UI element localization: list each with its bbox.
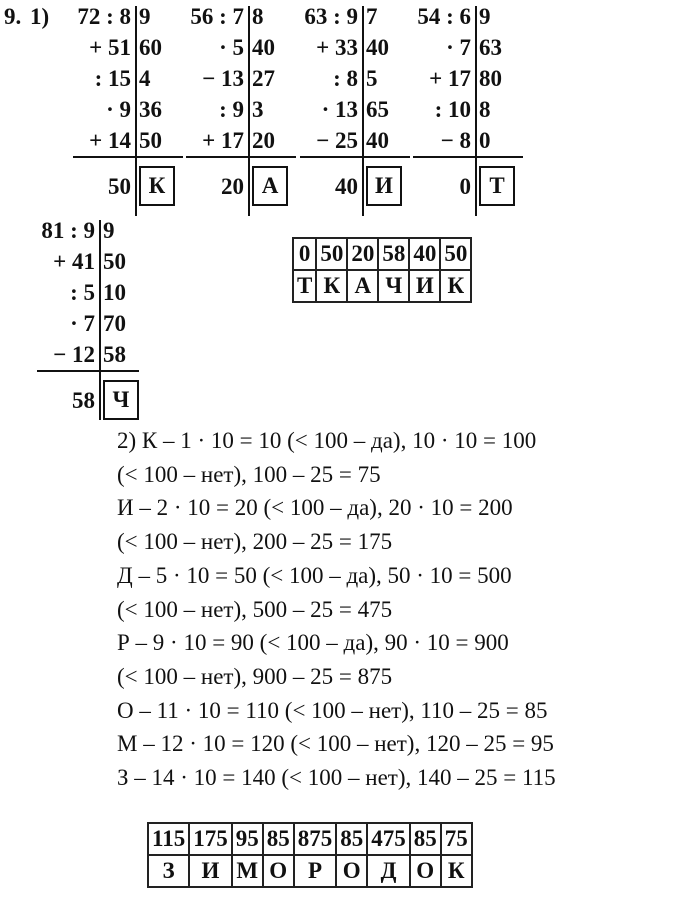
- chain-operation: 54 : 6: [417, 4, 471, 29]
- table-cell: А: [347, 270, 378, 302]
- table-cell: 75: [441, 823, 472, 855]
- chain-result: 58: [72, 388, 95, 413]
- chain-operation: · 5: [219, 35, 244, 60]
- table-cell: 85: [410, 823, 441, 855]
- chain-operation: : 5: [70, 280, 95, 305]
- chain-value: 8: [479, 97, 491, 122]
- table-cell: Р: [294, 855, 337, 887]
- chain-divider: [99, 220, 101, 420]
- chain-underline: [37, 370, 139, 372]
- table-row-letters: [293, 270, 471, 302]
- table-cell: 0: [293, 238, 316, 270]
- table-cell: Д: [367, 855, 410, 887]
- chain-letter-box: А: [252, 166, 288, 206]
- chain-divider: [248, 6, 250, 216]
- table-row-numbers: [293, 238, 471, 270]
- chain-result: 0: [459, 174, 471, 199]
- chain-value: 65: [366, 97, 389, 122]
- table-cell: 58: [378, 238, 409, 270]
- solution-line: 2) К – 1 · 10 = 10 (< 100 – да), 10 · 10 = 100: [117, 428, 537, 453]
- table-cell: 115: [148, 823, 189, 855]
- solution-line: Д – 5 · 10 = 50 (< 100 – да), 50 · 10 = 500: [117, 562, 512, 588]
- table-cell: И: [409, 270, 440, 302]
- chain-value: 40: [366, 128, 389, 153]
- table-cell: О: [410, 855, 441, 887]
- chain-value: 40: [366, 35, 389, 60]
- chain-underline: [186, 156, 296, 158]
- table-cell: 475: [367, 823, 410, 855]
- table-cell: 50: [316, 238, 347, 270]
- chain-letter-box: И: [366, 166, 402, 206]
- chain-letter-box: К: [139, 166, 175, 206]
- chain-value: 63: [479, 35, 502, 60]
- chain-result: 50: [108, 174, 131, 199]
- table-cell: О: [336, 855, 367, 887]
- chain-operation: + 17: [429, 66, 471, 91]
- table-cell: 85: [336, 823, 367, 855]
- chain-result: 40: [335, 174, 358, 199]
- table-cell: 875: [294, 823, 337, 855]
- table-cell: Ч: [378, 270, 409, 302]
- chain-value: 80: [479, 66, 502, 91]
- solution-line: З – 14 · 10 = 140 (< 100 – нет), 140 – 25 = 115: [117, 765, 556, 790]
- answer-table-1: [292, 237, 472, 303]
- chain-underline: [413, 156, 523, 158]
- table-cell: 20: [347, 238, 378, 270]
- chain-divider: [135, 6, 137, 216]
- chain-underline: [73, 156, 183, 158]
- chain-operation: − 8: [440, 128, 471, 153]
- chain-letter-box: Ч: [103, 380, 139, 420]
- chain-value: 8: [252, 4, 264, 29]
- chain-value: 9: [103, 218, 115, 243]
- chain-divider: [475, 6, 477, 216]
- table-row-letters: [148, 855, 472, 887]
- solution-line: М – 12 · 10 = 120 (< 100 – нет), 120 – 25 = 95: [117, 731, 554, 757]
- chain-value: 4: [139, 66, 151, 91]
- chain-operation: : 9: [219, 97, 244, 122]
- solution-line: О – 11 · 10 = 110 (< 100 – нет), 110 – 25 = 85: [117, 697, 548, 723]
- chain-value: 3: [252, 97, 264, 122]
- table-cell: И: [189, 855, 232, 887]
- table-cell: 50: [440, 238, 471, 270]
- chain-value: 58: [103, 342, 126, 367]
- table-row-numbers: [148, 823, 472, 855]
- chain-value: 9: [479, 4, 491, 29]
- chain-letter-box: Т: [479, 166, 515, 206]
- chain-operation: · 9: [106, 97, 131, 122]
- chain-value: 50: [103, 249, 126, 274]
- solution-line: (< 100 – нет), 100 – 25 = 75: [117, 461, 381, 487]
- table-cell: К: [316, 270, 347, 302]
- chain-operation: − 13: [202, 66, 244, 91]
- chain-value: 70: [103, 311, 126, 336]
- chain-operation: · 7: [70, 311, 95, 336]
- table-cell: К: [441, 855, 472, 887]
- chain-operation: 63 : 9: [304, 4, 358, 29]
- table-cell: 95: [232, 823, 263, 855]
- chain-value: 20: [252, 128, 275, 153]
- chain-value: 60: [139, 35, 162, 60]
- chain-underline: [300, 156, 410, 158]
- chain-operation: + 41: [53, 249, 95, 274]
- chain-operation: : 10: [434, 97, 471, 122]
- chain-value: 5: [366, 66, 378, 91]
- chain-operation: + 51: [89, 35, 131, 60]
- table-cell: 40: [409, 238, 440, 270]
- table-cell: 175: [189, 823, 232, 855]
- chain-operation: 56 : 7: [190, 4, 244, 29]
- table-cell: З: [148, 855, 189, 887]
- chain-operation: : 15: [94, 66, 131, 91]
- solution-line: (< 100 – нет), 200 – 25 = 175: [117, 529, 393, 555]
- chain-operation: · 7: [446, 35, 471, 60]
- table-cell: М: [232, 855, 263, 887]
- solution-line: И – 2 · 10 = 20 (< 100 – да), 20 · 10 = 200: [117, 495, 513, 521]
- chain-value: 9: [139, 4, 151, 29]
- chain-divider: [362, 6, 364, 216]
- chain-result: 20: [221, 174, 244, 199]
- chain-value: 40: [252, 35, 275, 60]
- solution-line: Р – 9 · 10 = 90 (< 100 – да), 90 · 10 = 900: [117, 630, 509, 656]
- chain-value: 10: [103, 280, 126, 305]
- chain-value: 36: [139, 97, 162, 122]
- chain-operation: + 14: [89, 128, 131, 153]
- exercise-number: 9.: [4, 4, 22, 29]
- solution-line: (< 100 – нет), 500 – 25 = 475: [117, 596, 393, 622]
- chain-operation: + 17: [202, 128, 244, 153]
- chain-operation: + 33: [316, 35, 358, 60]
- answer-table-2: [147, 822, 473, 888]
- chain-value: 27: [252, 66, 275, 91]
- part1-label: 1): [30, 4, 50, 29]
- table-cell: К: [440, 270, 471, 302]
- chain-value: 7: [366, 4, 378, 29]
- chain-operation: : 8: [333, 66, 358, 91]
- chain-operation: · 13: [321, 97, 358, 122]
- table-cell: 85: [263, 823, 294, 855]
- table-cell: Т: [293, 270, 316, 302]
- chain-value: 0: [479, 128, 491, 153]
- chain-operation: − 25: [316, 128, 358, 153]
- chain-operation: − 12: [53, 342, 95, 367]
- table-cell: О: [263, 855, 294, 887]
- chain-value: 50: [139, 128, 162, 153]
- solution-line: (< 100 – нет), 900 – 25 = 875: [117, 663, 393, 689]
- chain-operation: 81 : 9: [41, 218, 95, 243]
- chain-operation: 72 : 8: [77, 4, 131, 29]
